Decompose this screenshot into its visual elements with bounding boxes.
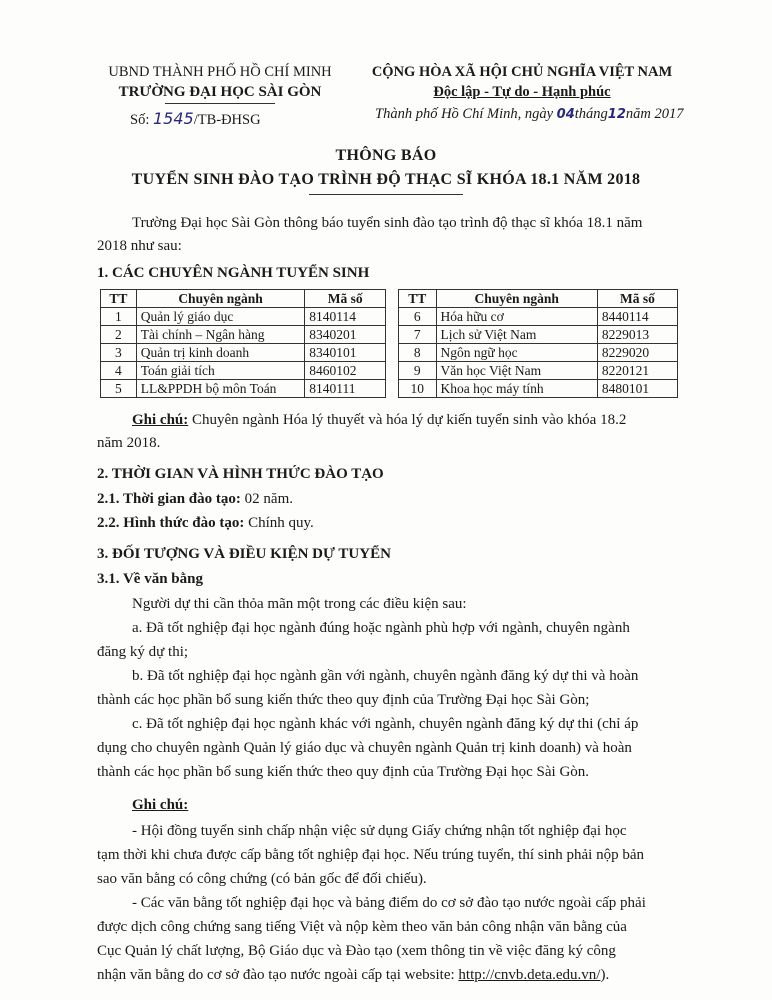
cell-major: Ngôn ngữ học bbox=[436, 344, 597, 362]
section-2-heading: 2. THỜI GIAN VÀ HÌNH THỨC ĐÀO TẠO bbox=[97, 466, 384, 482]
cell-tt: 9 bbox=[399, 362, 437, 380]
table-row bbox=[101, 362, 386, 380]
note-2-line-3: Cục Quản lý chất lượng, Bộ Giáo dục và Đào tạo (xem thông tin về việc đăng ký công bbox=[97, 943, 616, 959]
col-header-code: Mã số bbox=[597, 290, 677, 308]
table-row bbox=[101, 326, 386, 344]
table-row bbox=[101, 380, 386, 398]
note-label: Ghi chú: bbox=[132, 412, 189, 428]
cell-tt: 1 bbox=[101, 308, 137, 326]
cell-major: Văn học Việt Nam bbox=[436, 362, 597, 380]
date-day: 04 bbox=[556, 107, 575, 122]
table-row bbox=[101, 308, 386, 326]
date-prefix: Thành phố Hồ Chí Minh, ngày bbox=[375, 106, 554, 122]
table-row bbox=[399, 344, 678, 362]
doc-no-handwritten: 1545 bbox=[152, 109, 194, 128]
table-row bbox=[101, 344, 386, 362]
majors-table-right bbox=[398, 289, 678, 398]
note-2-line-4-text: nhận văn bằng do cơ sở đào tạo nước ngoài cấp tại website: bbox=[97, 967, 459, 983]
issuing-organization bbox=[100, 62, 340, 104]
section-1-note-cont: năm 2018. bbox=[97, 435, 161, 451]
majors-table-left bbox=[100, 289, 386, 398]
note-text: Chuyên ngành Hóa lý thuyết và hóa lý dự kiến tuyển sinh vào khóa 18.2 bbox=[188, 412, 627, 428]
col-header-major: Chuyên ngành bbox=[136, 290, 305, 308]
nation-line-2: Độc lập - Tự do - Hạnh phúc bbox=[433, 84, 611, 100]
condition-c-line-1: c. Đã tốt nghiệp đại học ngành khác với ngành, chuyên ngành đăng ký dự thi (chỉ áp bbox=[132, 716, 639, 732]
cell-major: Tài chính – Ngân hàng bbox=[136, 326, 305, 344]
study-duration bbox=[97, 489, 293, 510]
date-suffix: năm 2017 bbox=[625, 106, 684, 122]
mode-value: Chính quy. bbox=[244, 515, 314, 531]
cell-tt: 2 bbox=[101, 326, 137, 344]
cell-tt: 6 bbox=[399, 308, 437, 326]
conditions-lead: Người dự thi cần thỏa mãn một trong các điều kiện sau: bbox=[132, 596, 467, 612]
cell-code: 8340101 bbox=[305, 344, 386, 362]
note-1-line-2: tạm thời khi chưa được cấp bằng tốt nghiệp đại học. Nếu trúng tuyển, thí sinh phải nộp bản bbox=[97, 847, 645, 863]
org-underline bbox=[165, 103, 275, 104]
cell-code: 8140111 bbox=[305, 380, 386, 398]
mode-label: 2.2. Hình thức đào tạo: bbox=[97, 515, 245, 531]
cell-major: Lịch sử Việt Nam bbox=[436, 326, 597, 344]
table-row bbox=[399, 362, 678, 380]
cell-major: LL&PPDH bộ môn Toán bbox=[136, 380, 305, 398]
date-mid: tháng bbox=[574, 106, 608, 122]
org-line-1: UBND THÀNH PHỐ HỒ CHÍ MINH bbox=[108, 64, 332, 80]
cell-tt: 3 bbox=[101, 344, 137, 362]
document-title: THÔNG BÁO bbox=[335, 147, 437, 164]
intro-line-2: 2018 như sau: bbox=[97, 238, 182, 254]
cell-tt: 7 bbox=[399, 326, 437, 344]
duration-value: 02 năm. bbox=[240, 491, 293, 507]
col-header-code: Mã số bbox=[305, 290, 386, 308]
note-1-line-3: sao văn bằng có công chứng (có bản gốc để đối chiếu). bbox=[97, 871, 427, 887]
cell-major: Toán giải tích bbox=[136, 362, 305, 380]
cell-tt: 10 bbox=[399, 380, 437, 398]
col-header-tt: TT bbox=[399, 290, 437, 308]
cell-code: 8440114 bbox=[597, 308, 677, 326]
section-3-heading: 3. ĐỐI TƯỢNG VÀ ĐIỀU KIỆN DỰ TUYỂN bbox=[97, 546, 391, 562]
section-3-1-heading: 3.1. Về văn bằng bbox=[97, 571, 203, 587]
national-motto bbox=[352, 62, 692, 102]
website-link[interactable]: http://cnvb.deta.edu.vn/ bbox=[458, 967, 601, 983]
col-header-major: Chuyên ngành bbox=[436, 290, 597, 308]
condition-a-line-1: a. Đã tốt nghiệp đại học ngành đúng hoặc ngành phù hợp với ngành, chuyên ngành bbox=[132, 620, 630, 636]
document-subtitle: TUYỂN SINH ĐÀO TẠO TRÌNH ĐỘ THẠC SĨ KHÓA 18.1 NĂM 2018 bbox=[131, 171, 641, 188]
title-underline bbox=[309, 194, 463, 195]
date-line bbox=[375, 106, 683, 123]
note-2-line-4 bbox=[97, 965, 609, 986]
section-3-note-label: Ghi chú: bbox=[132, 797, 189, 813]
nation-line-1: CỘNG HÒA XÃ HỘI CHỦ NGHĨA VIỆT NAM bbox=[371, 64, 673, 80]
cell-code: 8480101 bbox=[597, 380, 677, 398]
table-row bbox=[399, 326, 678, 344]
condition-c-line-2: dụng cho chuyên ngành Quản lý giáo dục và chuyên ngành Quản trị kinh doanh) và hoàn bbox=[97, 740, 632, 756]
org-line-2: TRƯỜNG ĐẠI HỌC SÀI GÒN bbox=[118, 84, 322, 100]
cell-major: Quản trị kinh doanh bbox=[136, 344, 305, 362]
doc-no-suffix: /TB-ĐHSG bbox=[193, 112, 261, 128]
note-2-line-1: - Các văn bằng tốt nghiệp đại học và bảng điểm do cơ sở đào tạo nước ngoài cấp phải bbox=[132, 895, 646, 911]
table-header-row bbox=[399, 290, 678, 308]
cell-major: Hóa hữu cơ bbox=[436, 308, 597, 326]
document-number bbox=[130, 109, 261, 129]
note-2-line-4-end: ). bbox=[600, 967, 610, 983]
intro-line-1: Trường Đại học Sài Gòn thông báo tuyển sinh đào tạo trình độ thạc sĩ khóa 18.1 năm bbox=[132, 215, 643, 231]
cell-code: 8140114 bbox=[305, 308, 386, 326]
condition-c-line-3: thành các học phần bổ sung kiến thức theo quy định của Trường Đại học Sài Gòn. bbox=[97, 764, 590, 780]
cell-tt: 4 bbox=[101, 362, 137, 380]
doc-no-prefix: Số: bbox=[130, 112, 150, 128]
date-month: 12 bbox=[607, 107, 626, 122]
table-header-row bbox=[101, 290, 386, 308]
note-2-line-2: được dịch công chứng sang tiếng Việt và nộp kèm theo văn bản công nhận văn bằng của bbox=[97, 919, 627, 935]
cell-code: 8340201 bbox=[305, 326, 386, 344]
table-row bbox=[399, 380, 678, 398]
note-1-line-1: - Hội đồng tuyển sinh chấp nhận việc sử dụng Giấy chứng nhận tốt nghiệp đại học bbox=[132, 823, 627, 839]
section-1-note bbox=[132, 410, 626, 431]
study-mode bbox=[97, 513, 314, 534]
cell-major: Khoa học máy tính bbox=[436, 380, 597, 398]
duration-label: 2.1. Thời gian đào tạo: bbox=[97, 491, 241, 507]
col-header-tt: TT bbox=[101, 290, 137, 308]
cell-code: 8229013 bbox=[597, 326, 677, 344]
condition-a-line-2: đăng ký dự thi; bbox=[97, 644, 189, 660]
table-row bbox=[399, 308, 678, 326]
cell-tt: 8 bbox=[399, 344, 437, 362]
section-1-heading: 1. CÁC CHUYÊN NGÀNH TUYỂN SINH bbox=[97, 265, 370, 281]
cell-tt: 5 bbox=[101, 380, 137, 398]
condition-b-line-2: thành các học phần bổ sung kiến thức theo quy định của Trường Đại học Sài Gòn; bbox=[97, 692, 590, 708]
cell-code: 8220121 bbox=[597, 362, 677, 380]
condition-b-line-1: b. Đã tốt nghiệp đại học ngành gần với ngành, chuyên ngành đăng ký dự thi và hoàn bbox=[132, 668, 639, 684]
cell-major: Quản lý giáo dục bbox=[136, 308, 305, 326]
cell-code: 8460102 bbox=[305, 362, 386, 380]
cell-code: 8229020 bbox=[597, 344, 677, 362]
